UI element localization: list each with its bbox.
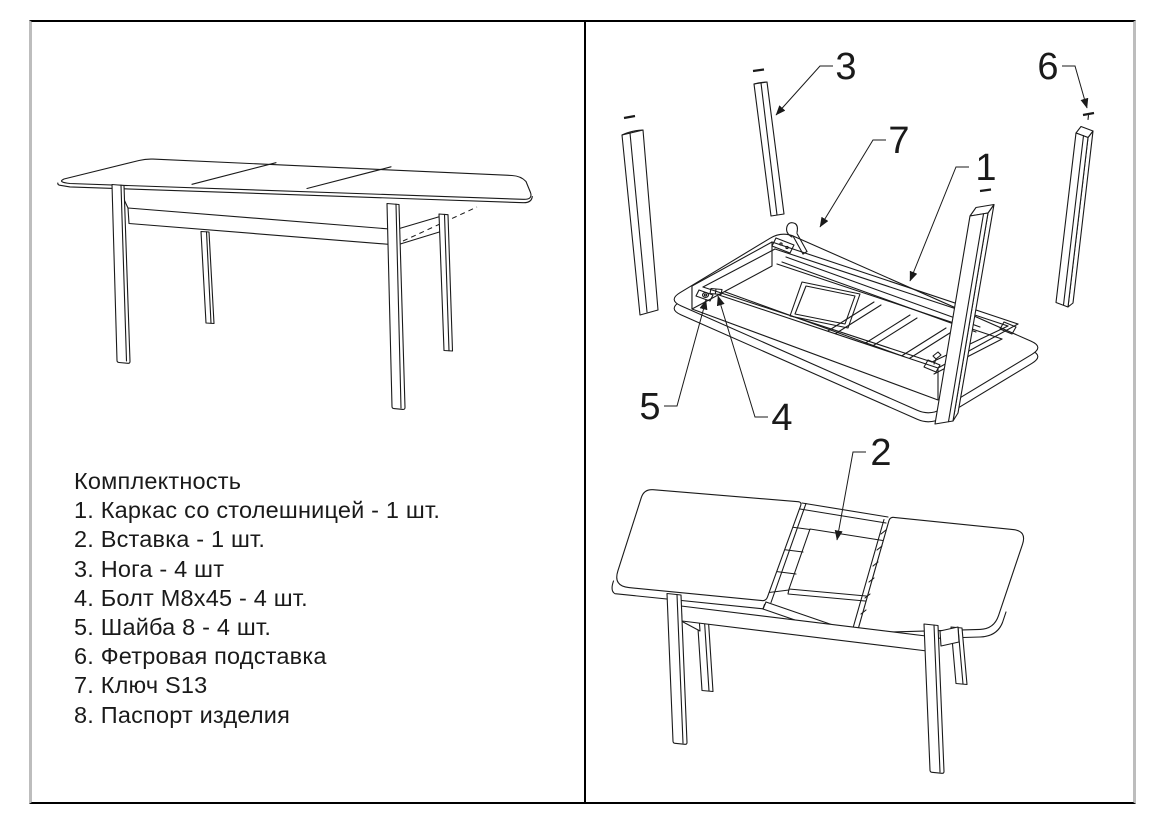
callout-4-label: 4 (771, 397, 793, 439)
parts-list-item-5: 5. Шайба 8 - 4 шт. (74, 614, 272, 641)
callout-3-label: 3 (835, 46, 857, 88)
tabletop-left-half (617, 490, 801, 601)
callout-6-label: 6 (1037, 46, 1059, 88)
callout-2-leader (837, 452, 866, 540)
tabletop (62, 159, 531, 199)
parts-list-item-2: 2. Вставка - 1 шт. (74, 526, 266, 553)
felt-pad-mark-1 (624, 116, 635, 118)
parts-list-item-1: 1. Каркас со столешницей - 1 шт. (74, 497, 441, 524)
callout-2-label: 2 (870, 432, 892, 474)
parts-list-title: Комплектность (74, 468, 242, 494)
callout-3-leader (776, 66, 833, 115)
callout-6-leader (1062, 66, 1087, 108)
table-leg-front-left (112, 185, 130, 364)
callout-1-leader (910, 167, 969, 281)
apron-right-side (940, 627, 959, 646)
felt-pad-mark-4 (1083, 113, 1094, 115)
apron-front (128, 208, 397, 245)
callout-7-label: 7 (888, 120, 910, 162)
assembled-table-figure (58, 159, 533, 409)
felt-pad-mark-3 (980, 190, 991, 192)
table-leg-back-right (439, 214, 453, 351)
callout-5-label: 5 (639, 386, 661, 428)
callout-7-leader (820, 140, 886, 227)
felt-pad-mark-2 (753, 70, 764, 72)
parts-list-item-7: 7. Ключ S13 (74, 672, 208, 699)
parts-list-item-4: 4. Болт М8х45 - 4 шт. (74, 584, 308, 611)
detached-leg-far-right (1056, 127, 1093, 308)
parts-list-item-8: 8. Паспорт изделия (74, 701, 291, 728)
felt-pad-mark-4-tick (1088, 116, 1089, 120)
detached-leg-far-left (622, 130, 658, 315)
parts-list-item-6: 6. Фетровая подставка (74, 643, 327, 670)
detached-leg-back (754, 82, 784, 216)
exploded-view-figure (622, 46, 1094, 439)
tabletop-right-half (858, 517, 1024, 633)
parts-list-item-3: 3. Нога - 4 шт (74, 555, 225, 582)
callout-5-leader (664, 300, 706, 406)
callout-1-label: 1 (975, 147, 997, 189)
apron-right (396, 217, 441, 246)
insert-placement-figure (612, 432, 1024, 773)
